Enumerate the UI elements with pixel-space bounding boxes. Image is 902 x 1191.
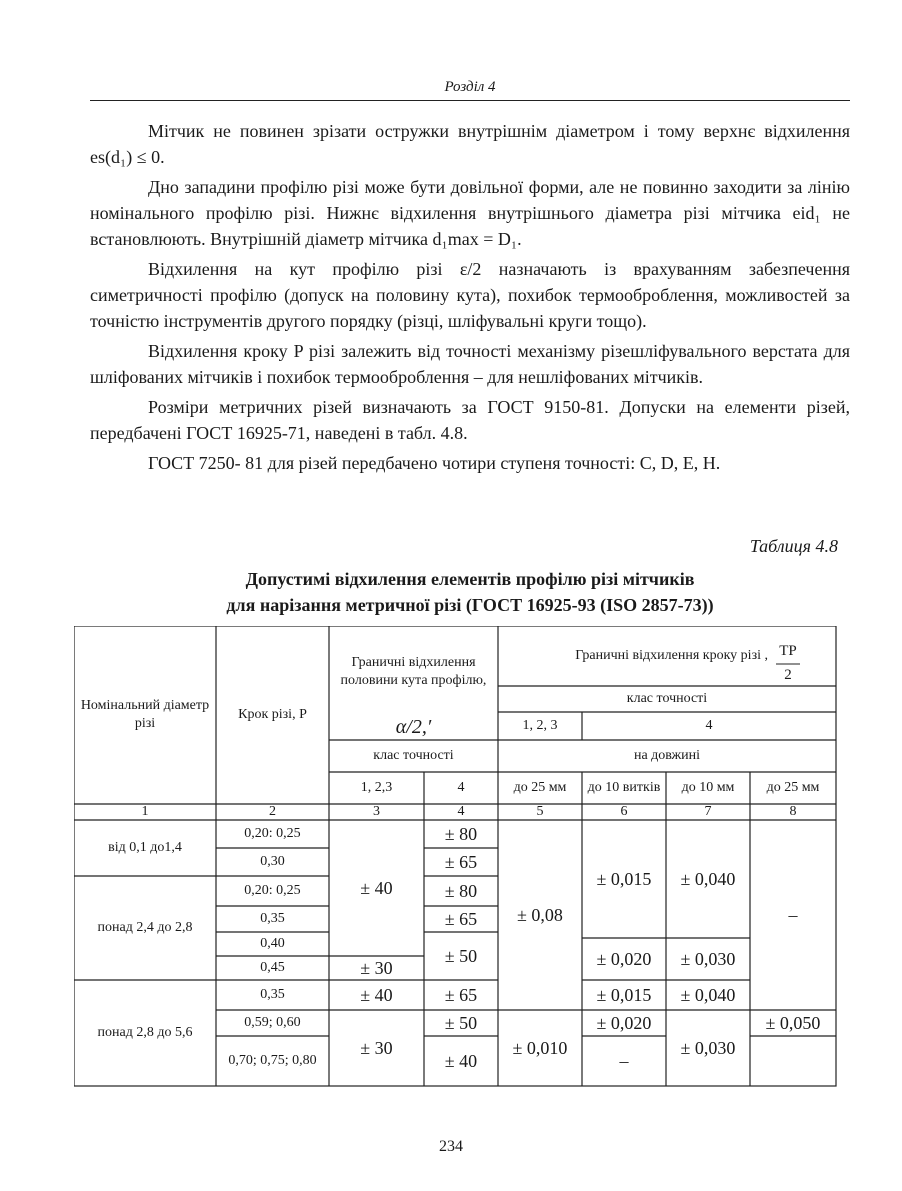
- th-angle-deviation: Граничні відхилення половини кута профілю,: [340, 655, 487, 688]
- angle-class123-c: ± 40: [360, 985, 393, 1005]
- diameter-group-2: понад 2,4 до 2,8: [97, 920, 193, 935]
- colnum-5: 5: [536, 804, 544, 819]
- pitch-dev-col6-b: ± 0,020: [596, 949, 652, 969]
- th-class-123: 1, 2, 3: [522, 718, 558, 733]
- table-title-line-2: для нарізання метричної різі (ГОСТ 16925-93 (ISO 2857-73)): [226, 595, 714, 615]
- pitch-cell-5: 0,40: [260, 936, 285, 951]
- angle-class4-e: ± 50: [444, 946, 478, 966]
- th-len-25mm-b: до 25 мм: [766, 780, 820, 795]
- pitch-cell-8: 0,59; 0,60: [244, 1015, 301, 1030]
- th-angle-symbol: α/2,′: [395, 716, 432, 738]
- th-class-4b: 4: [457, 780, 465, 795]
- angle-class4-a: ± 80: [444, 824, 478, 844]
- th-tp-numerator: TP: [779, 643, 797, 659]
- pitch-cell-1: 0,20: 0,25: [244, 826, 301, 841]
- angle-class4-c: ± 80: [444, 881, 478, 901]
- th-pitch: Крок різі, P: [238, 707, 307, 722]
- paragraph-2: Дно западини профілю різі може бути довільної форми, але не повинно заходити за лінію номінального профілю різі. Нижнє відхилення внутрішнього діаметра різі мітчика eid₁ не встановлюють. Внутрішній діаметр мітчика d₁max = D₁.: [90, 177, 850, 249]
- colnum-3: 3: [373, 804, 380, 819]
- pitch-dev-col5-a: ± 0,08: [517, 905, 563, 925]
- colnum-8: 8: [789, 804, 797, 819]
- paragraph-4: Відхилення кроку P різі залежить від точності механізму різешліфувального верстата для шліфованих мітчиків і похибок термооброблення – для нешліфованих мітчиків.: [90, 341, 850, 387]
- paragraph-1: Мітчик не повинен зрізати остружки внутрішнім діаметром і тому верхнє відхилення es(d₁) ≤ 0.: [90, 121, 850, 167]
- pitch-cell-3: 0,20: 0,25: [244, 883, 301, 898]
- pitch-dev-col7-d: ± 0,030: [680, 1038, 736, 1058]
- angle-class123-a: ± 40: [360, 878, 393, 898]
- tolerance-table: [74, 626, 838, 1088]
- pitch-dev-col5-b: ± 0,010: [512, 1038, 568, 1058]
- th-len-10-turns: до 10 витків: [587, 780, 661, 795]
- pitch-cell-4: 0,35: [260, 911, 285, 926]
- diameter-group-1: від 0,1 до1,4: [108, 840, 182, 855]
- angle-class4-f: ± 65: [444, 985, 478, 1005]
- body-text: [90, 118, 850, 480]
- colnum-1: 1: [141, 804, 149, 819]
- th-class-right: клас точності: [626, 691, 708, 706]
- th-len-25mm-a: до 25 мм: [513, 780, 567, 795]
- angle-class123-b: ± 30: [360, 958, 393, 978]
- pitch-dev-col7-b: ± 0,030: [680, 949, 736, 969]
- table-title: [90, 566, 850, 618]
- pitch-dev-col8-a: –: [788, 905, 798, 925]
- pitch-dev-col6-e: –: [619, 1051, 629, 1071]
- angle-class123-d: ± 30: [360, 1038, 393, 1058]
- angle-class4-b: ± 65: [444, 852, 478, 872]
- pitch-dev-col6-d: ± 0,020: [596, 1013, 652, 1033]
- th-tp-denominator: 2: [784, 667, 792, 683]
- pitch-dev-col7-c: ± 0,040: [680, 985, 736, 1005]
- paragraph-3: Відхилення на кут профілю різі ε/2 назначають із врахуванням забезпечення симетричності профілю (допуск на половину кута), похибок термооброблення, можливостей за точністю інструментів другого порядку (різці, шліфувальні круги тощо).: [90, 259, 850, 331]
- pitch-cell-7: 0,35: [260, 987, 285, 1002]
- th-len-10mm: до 10 мм: [681, 780, 735, 795]
- colnum-4: 4: [457, 804, 465, 819]
- th-class-4a: 4: [705, 718, 713, 733]
- pitch-cell-6: 0,45: [260, 960, 285, 975]
- table-title-line-1: Допустимі відхилення елементів профілю різі мітчиків: [245, 569, 695, 589]
- angle-class4-h: ± 40: [444, 1051, 478, 1071]
- section-header: Розділ 4: [90, 78, 850, 101]
- pitch-cell-9: 0,70; 0,75; 0,80: [228, 1053, 317, 1068]
- th-pitch-deviation: Граничні відхилення кроку різі ,: [575, 648, 768, 663]
- th-class-left: клас точності: [373, 748, 454, 763]
- paragraph-5: Розміри метричних різей визначають за ГОСТ 9150-81. Допуски на елементи різей, передбачені ГОСТ 16925-71, наведені в табл. 4.8.: [90, 397, 850, 443]
- table-label: Таблиця 4.8: [749, 536, 838, 556]
- paragraph-6: ГОСТ 7250- 81 для різей передбачено чотири ступеня точності: C, D, E, H.: [148, 453, 721, 473]
- th-lengths: на довжині: [633, 748, 701, 763]
- pitch-cell-2: 0,30: [260, 854, 285, 869]
- colnum-7: 7: [704, 804, 712, 819]
- th-class-12-3: 1, 2,3: [360, 780, 393, 795]
- colnum-6: 6: [620, 804, 628, 819]
- pitch-dev-col8-b: ± 0,050: [765, 1013, 821, 1033]
- page-number: 234: [439, 1138, 463, 1155]
- diameter-group-3: понад 2,8 до 5,6: [97, 1025, 193, 1040]
- angle-class4-d: ± 65: [444, 909, 478, 929]
- angle-class4-g: ± 50: [444, 1013, 478, 1033]
- pitch-dev-col7-a: ± 0,040: [680, 869, 736, 889]
- pitch-dev-col6-c: ± 0,015: [596, 985, 652, 1005]
- pitch-dev-col6-a: ± 0,015: [596, 869, 652, 889]
- th-nominal-diameter: Номінальний діаметр різі: [80, 698, 210, 731]
- colnum-2: 2: [269, 804, 276, 819]
